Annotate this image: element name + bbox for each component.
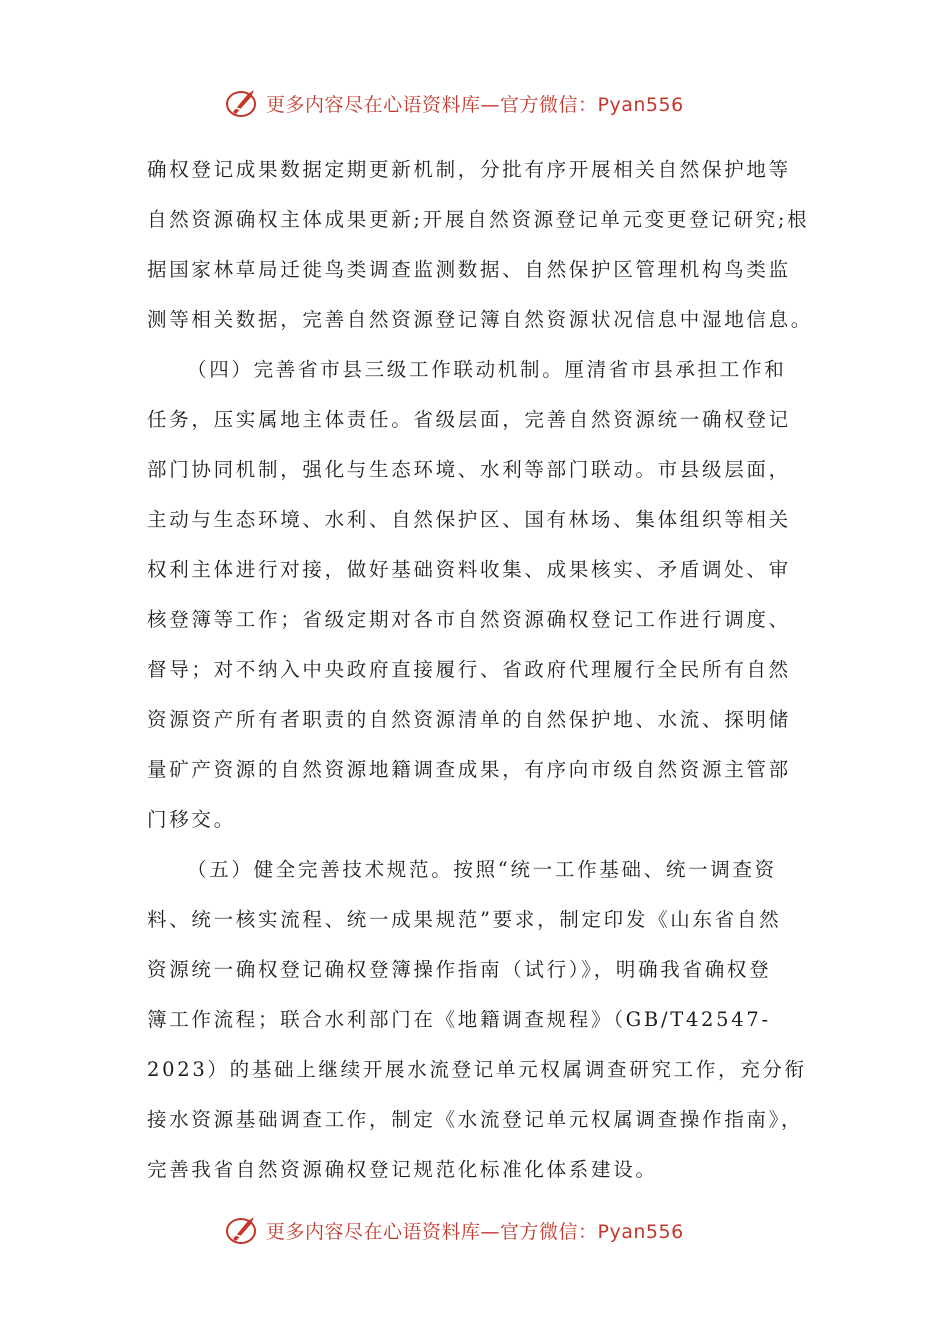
text-line: 部门协同机制，强化与生态环境、水利等部门联动。市县级层面， <box>147 458 791 481</box>
text-line: 确权登记成果数据定期更新机制，分批有序开展相关自然保护地等 <box>147 158 791 181</box>
text-line: 门移交。 <box>147 808 236 831</box>
text-line: 接水资源基础调查工作，制定《水流登记单元权属调查操作指南》， <box>147 1108 804 1131</box>
pen-nib-logo-icon <box>224 86 262 120</box>
text-line: 主动与生态环境、水利、自然保护区、国有林场、集体组织等相关 <box>147 508 791 531</box>
text-line: 据国家林草局迁徙鸟类调查监测数据、自然保护区管理机构鸟类监 <box>147 258 791 281</box>
paragraph-3 <box>147 845 807 1195</box>
text-line: 自然资源确权主体成果更新;开展自然资源登记单元变更登记研究;根 <box>147 208 810 231</box>
text-line: 料、统一核实流程、统一成果规范”要求，制定印发《山东省自然 <box>147 908 782 931</box>
text-line: 核登簿等工作；省级定期对各市自然资源确权登记工作进行调度、 <box>147 608 791 631</box>
banner-separator: — <box>480 1221 501 1243</box>
text-line: 量矿产资源的自然资源地籍调查成果，有序向市级自然资源主管部 <box>147 758 791 781</box>
text-line: （五）健全完善技术规范。按照“统一工作基础、统一调查资 <box>187 858 777 881</box>
pen-nib-logo-icon <box>224 1213 262 1247</box>
text-line: 完善我省自然资源确权登记规范化标准化体系建设。 <box>147 1158 658 1181</box>
text-line: 2023）的基础上继续开展水流登记单元权属调查研究工作，充分衔 <box>147 1058 807 1081</box>
text-line: 资源资产所有者职责的自然资源清单的自然保护地、水流、探明储 <box>147 708 791 731</box>
text-line: （四）完善省市县三级工作联动机制。厘清省市县承担工作和 <box>187 358 787 381</box>
text-line: 督导；对不纳入中央政府直接履行、省政府代理履行全民所有自然 <box>147 658 791 681</box>
header-banner <box>0 80 950 128</box>
banner-suffix: 官方微信：Pyan556 <box>500 1221 684 1243</box>
banner-text <box>266 1217 684 1244</box>
paragraph-2 <box>147 345 807 845</box>
banner-suffix: 官方微信：Pyan556 <box>500 94 684 116</box>
banner-prefix: 更多内容尽在心语资料库 <box>266 94 481 116</box>
text-line: 资源统一确权登记确权登簿操作指南（试行）》，明确我省确权登 <box>147 958 772 981</box>
text-line: 任务，压实属地主体责任。省级层面，完善自然资源统一确权登记 <box>147 408 791 431</box>
text-line: 测等相关数据，完善自然资源登记簿自然资源状况信息中湿地信息。 <box>147 308 814 331</box>
document-body <box>147 145 814 1195</box>
footer-banner <box>0 1207 950 1255</box>
paragraph-1 <box>147 145 814 345</box>
banner-text <box>266 90 684 117</box>
text-line: 权利主体进行对接，做好基础资料收集、成果核实、矛盾调处、审 <box>147 558 791 581</box>
banner-separator: — <box>480 94 501 116</box>
text-line: 簿工作流程；联合水利部门在《地籍调查规程》（GB/T42547- <box>147 1008 771 1031</box>
banner-prefix: 更多内容尽在心语资料库 <box>266 1221 481 1243</box>
